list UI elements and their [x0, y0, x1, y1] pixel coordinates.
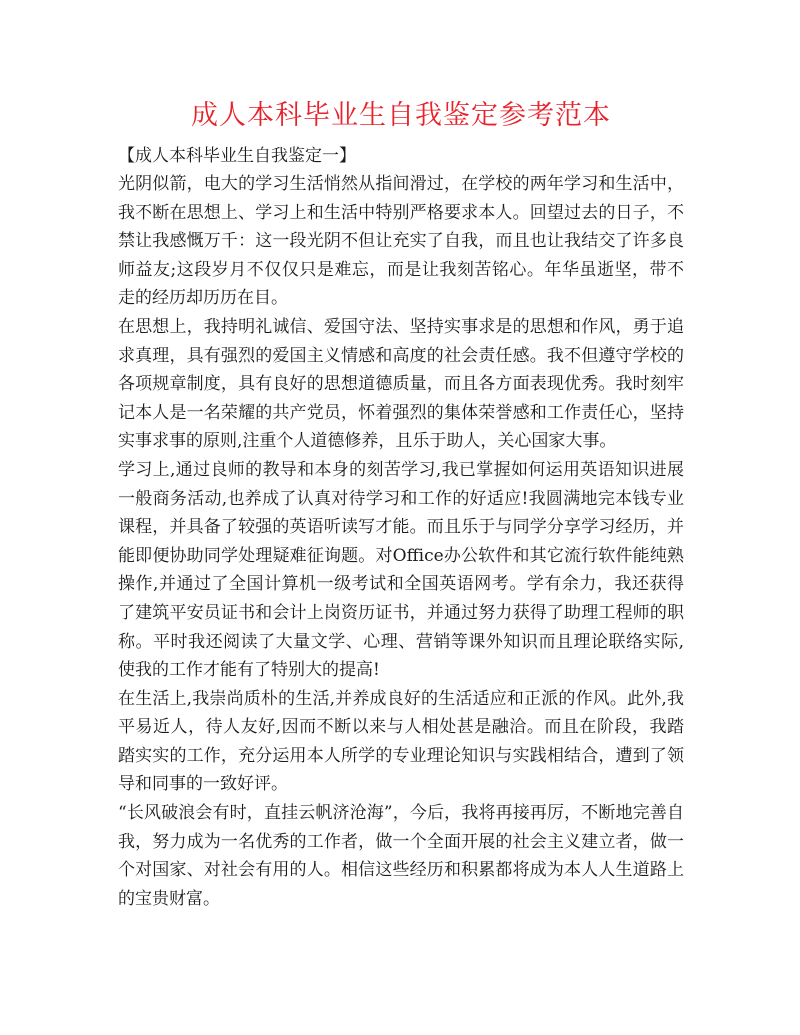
paragraph-intro: 光阴似箭，电大的学习生活悄然从指间滑过，在学校的两年学习和生活中，我不断在思想上、学习上和生活中特别严格要求本人。回望过去的日子，不禁让我感慨万千：这一段光阴不但让充实了自我，而且也让我结交了许多良师益友;这段岁月不仅仅只是难忘，而是让我刻苦铭心。年华虽逝坚，带不走的经历却历历在目。: [118, 174, 684, 309]
paragraph-ideology: 在思想上，我持明礼诚信、爱国守法、坚持实事求是的思想和作风，勇于追求真理，具有强烈的爱国主义情感和高度的社会责任感。我不但遵守学校的各项规章制度，具有良好的思想道德质量，而且各方面表现优秀。我时刻牢记本人是一名荣耀的共产党员，怀着强烈的集体荣誉感和工作责任心，坚持实事求事的原则,注重个人道德修养，且乐于助人，关心国家大事。: [118, 316, 684, 452]
paragraph-conclusion: “长风破浪会有时，直挂云帆济沧海”，今后，我将再接再厉，不断地完善自我，努力成为一名优秀的工作者，做一个全面开展的社会主义建立者，做一个对国家、对社会有用的人。相信这些经历和积累都将成为本人人生道路上的宝贵财富。: [118, 803, 684, 909]
paragraph-study: 学习上,通过良师的教导和本身的刻苦学习,我已掌握如何运用英语知识进展一般商务活动,也养成了认真对待学习和工作的好适应!我圆满地完本钱专业课程，并具备了较强的英语听读写才能。而且乐于与同学分享学习经历，并能即便协助同学处理疑难征询题。对Office办公软件和其它流行软件能纯熟操作,并通过了全国计算机一级考试和全国英语网考。学有余力，我还获得了建筑平安员证书和会计上岗资历证书，并通过努力获得了助理工程师的职称。平时我还阅读了大量文学、心理、营销等课外知识而且理论联络实际,使我的工作才能有了特别大的提高!: [118, 459, 684, 681]
document-page: [118, 96, 684, 913]
document-title: 成人本科毕业生自我鉴定参考范本: [191, 100, 611, 131]
section-heading: 【成人本科毕业生自我鉴定一】: [118, 146, 356, 166]
paragraph-life: 在生活上,我崇尚质朴的生活,并养成良好的生活适应和正派的作风。此外,我平易近人，待人友好,因而不断以来与人相处甚是融洽。而且在阶段，我踏踏实实的工作，充分运用本人所学的专业理论知识与实践相结合，遭到了领导和同事的一致好评。: [118, 688, 684, 795]
